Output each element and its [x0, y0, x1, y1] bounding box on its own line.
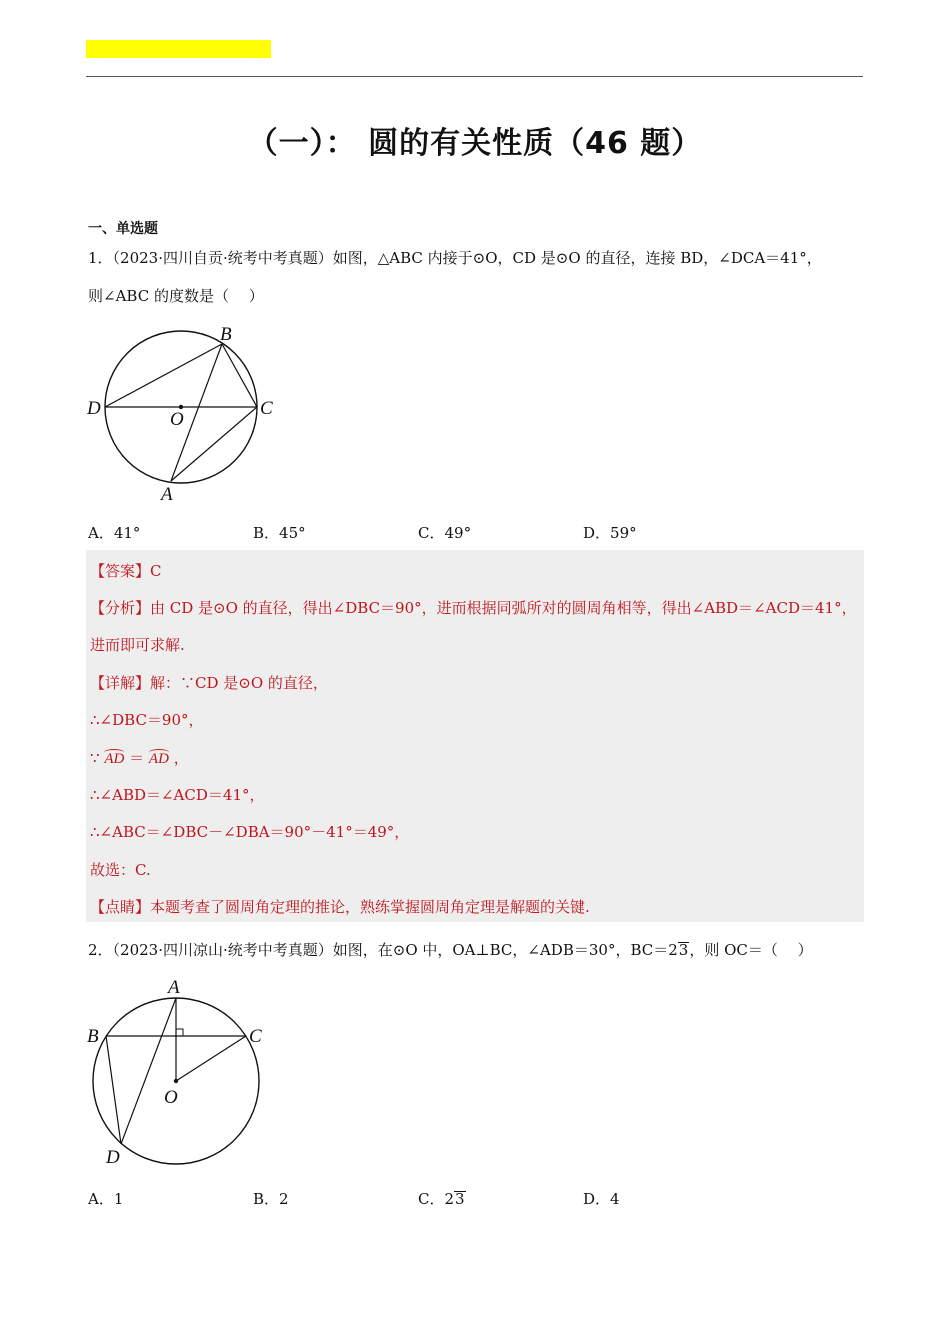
q1-figure [84, 318, 284, 508]
q1-step-2 [90, 747, 189, 768]
q1-answer: 【答案】C [90, 562, 162, 580]
q1-stem-line1: 1．（2023·四川自贡·统考中考真题）如图，△ABC 内接于⊙O，CD 是⊙O 的直径，连接 BD，∠DCA＝41°， [88, 249, 822, 267]
q2-figure [80, 972, 280, 1172]
page-title: （一）： 圆的有关性质（46 题） [247, 126, 703, 161]
q1-choice: 故选：C. [90, 861, 151, 879]
q1-line-db [105, 344, 222, 407]
arc-ad-1: AD [104, 751, 125, 767]
q2-option-b[interactable]: B．2 [253, 1190, 289, 1208]
sqrt-3: 3 [678, 941, 689, 959]
q1-step-3: ∴∠ABD＝∠ACD＝41°， [90, 786, 265, 804]
q2-option-d[interactable]: D．4 [583, 1190, 620, 1208]
equals-sign: ＝ [129, 749, 145, 767]
comma: ， [173, 749, 189, 767]
q2-label-b: B [87, 1026, 99, 1047]
header-rule [86, 76, 863, 77]
q2-option-a[interactable]: A．1 [88, 1190, 124, 1208]
q1-detail: 【详解】解：∵CD 是⊙O 的直径， [90, 674, 328, 692]
q2-label-o: O [164, 1087, 178, 1108]
sqrt-3: 3 [455, 1190, 465, 1208]
q1-analysis-cont: 进而即可求解. [90, 636, 185, 654]
arc-ad-2: AD [148, 751, 169, 767]
q2-line-da [121, 998, 176, 1144]
q1-option-b[interactable]: B．45° [253, 524, 306, 542]
q2-stem-text: 2．（2023·四川凉山·统考中考真题）如图，在⊙O 中，OA⊥BC，∠ADB＝30°，BC＝2 [88, 941, 678, 959]
q1-step-4: ∴∠ABC＝∠DBC－∠DBA＝90°－41°＝49°， [90, 823, 410, 841]
because-symbol: ∵ [90, 749, 100, 767]
highlight-bar [86, 40, 271, 58]
q1-label-a: A [161, 484, 173, 505]
q1-step-1: ∴∠DBC＝90°， [90, 711, 204, 729]
q1-option-d[interactable]: D．59° [583, 524, 637, 542]
q2-center-dot [174, 1079, 178, 1083]
q1-label-b: B [220, 324, 232, 345]
q2-option-c-text: C．2 [418, 1190, 455, 1208]
q1-label-c: C [260, 398, 273, 419]
q2-label-c: C [249, 1026, 262, 1047]
right-angle-mark [176, 1029, 183, 1036]
q1-label-o: O [170, 409, 184, 430]
q2-line-oc [176, 1036, 246, 1081]
q1-label-d: D [87, 398, 101, 419]
q2-option-c[interactable] [418, 1188, 466, 1209]
q1-stem-line2: 则∠ABC 的度数是（ ） [88, 287, 264, 305]
q1-line-ac [171, 407, 257, 481]
section-heading: 一、单选题 [88, 221, 158, 237]
q1-line-bc [222, 344, 257, 407]
q1-comment: 【点睛】本题考查了圆周角定理的推论，熟练掌握圆周角定理是解题的关键. [90, 898, 590, 916]
q1-option-a[interactable]: A．41° [88, 524, 141, 542]
q2-stem [88, 940, 813, 960]
q2-stem-tail: ，则 OC＝（ ） [689, 941, 813, 959]
q1-analysis: 【分析】由 CD 是⊙O 的直径，得出∠DBC＝90°，进而根据同弧所对的圆周角相等，得出∠ABD＝∠ACD＝41°， [90, 599, 857, 617]
q2-label-d: D [106, 1147, 120, 1168]
q1-option-c[interactable]: C．49° [418, 524, 472, 542]
q2-label-a: A [168, 977, 180, 998]
